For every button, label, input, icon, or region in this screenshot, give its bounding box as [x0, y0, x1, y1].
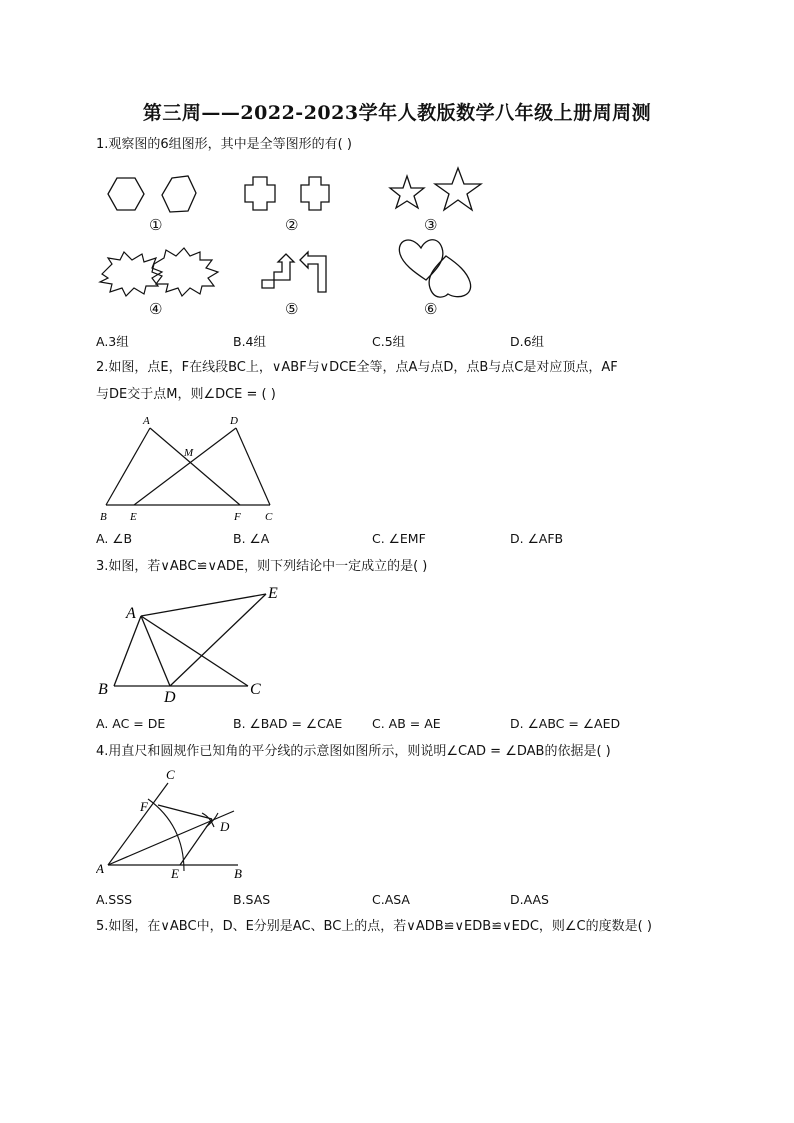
question-1-stem: 1.观察图的6组图形，其中是全等图形的有( ) — [96, 137, 352, 152]
l-arrow-shape — [262, 254, 294, 288]
question-5-stem: 5.如图，在∨ABC中，D、E分别是AC、BC上的点，若∨ADB≌∨EDB≌∨EDC，则∠C的度数是( ) — [96, 919, 652, 934]
option-b[interactable]: B.SAS — [233, 892, 271, 907]
figure-label: ① — [149, 216, 163, 234]
question-2-stem-line-1: 2.如图，点E，F在线段BC上，∨ABF与∨DCE全等，点A与点D，点B与点C是对应顶点，AF — [96, 360, 618, 375]
heart-shape — [429, 256, 471, 297]
point-label: C — [250, 681, 261, 698]
option-a[interactable]: A.3组 — [96, 334, 129, 349]
point-label: A — [143, 415, 150, 427]
figure-label: ② — [285, 216, 299, 234]
segment-dc — [236, 428, 270, 505]
question-2-figure — [96, 410, 286, 525]
cross-shape — [245, 177, 275, 210]
option-b[interactable]: B.4组 — [233, 334, 267, 349]
option-c[interactable]: C. AB = AE — [372, 716, 441, 731]
question-3-stem: 3.如图，若∨ABC≌∨ADE，则下列结论中一定成立的是( ) — [96, 559, 428, 574]
star-shape — [390, 176, 424, 208]
option-a[interactable]: A.SSS — [96, 892, 133, 907]
point-label: C — [265, 511, 273, 523]
point-label: F — [234, 511, 241, 523]
point-label: B — [234, 866, 242, 881]
question-3-figure — [96, 580, 296, 705]
question-4-figure — [96, 765, 266, 885]
figure-label: ④ — [149, 300, 163, 318]
point-label: D — [164, 689, 176, 705]
segment-de — [134, 428, 236, 505]
point-label: E — [171, 866, 179, 881]
option-a[interactable]: A. ∠B — [96, 531, 133, 546]
hexagon-shape — [108, 178, 144, 210]
option-c[interactable]: C. ∠EMF — [372, 531, 426, 546]
point-label: M — [184, 447, 194, 459]
segment-af — [150, 428, 240, 505]
page-title: 第三周——2022-2023学年人教版数学八年级上册周周测 — [142, 102, 652, 124]
segment-ad — [141, 616, 170, 686]
option-c[interactable]: C.ASA — [372, 892, 410, 907]
point-label: A — [96, 861, 104, 876]
option-d[interactable]: D.6组 — [510, 334, 545, 349]
star-shape — [435, 168, 481, 210]
option-b[interactable]: B. ∠BAD = ∠CAE — [233, 716, 343, 731]
point-label: D — [230, 415, 238, 427]
figure-label: ⑥ — [424, 300, 438, 318]
figure-label: ⑤ — [285, 300, 299, 318]
segment-ab — [114, 616, 141, 686]
option-a[interactable]: A. AC = DE — [96, 716, 166, 731]
point-label: D — [220, 819, 230, 834]
point-label: E — [130, 511, 137, 523]
burst-shape — [100, 252, 162, 296]
point-label: F — [140, 799, 148, 814]
option-c[interactable]: C.5组 — [372, 334, 406, 349]
figure-label: ③ — [424, 216, 438, 234]
point-label: C — [166, 767, 175, 782]
segment-ab — [106, 428, 150, 505]
option-d[interactable]: D. ∠AFB — [510, 531, 564, 546]
l-arrow-shape — [300, 252, 326, 292]
question-4-stem: 4.用直尺和圆规作已知角的平分线的示意图如图所示，则说明∠CAD = ∠DAB的依据是( ) — [96, 744, 611, 759]
bisector-ad — [108, 811, 234, 865]
option-b[interactable]: B. ∠A — [233, 531, 270, 546]
point-label: B — [98, 681, 108, 698]
point-label: E — [268, 585, 278, 602]
question-2-stem-line-2: 与DE交于点M，则∠DCE = ( ) — [96, 387, 276, 402]
option-d[interactable]: D. ∠ABC = ∠AED — [510, 716, 621, 731]
point-label: A — [126, 605, 136, 622]
option-d[interactable]: D.AAS — [510, 892, 549, 907]
hexagon-shape — [162, 176, 196, 212]
point-label: B — [100, 511, 107, 523]
heart-shape — [399, 240, 443, 280]
cross-shape — [301, 177, 329, 210]
